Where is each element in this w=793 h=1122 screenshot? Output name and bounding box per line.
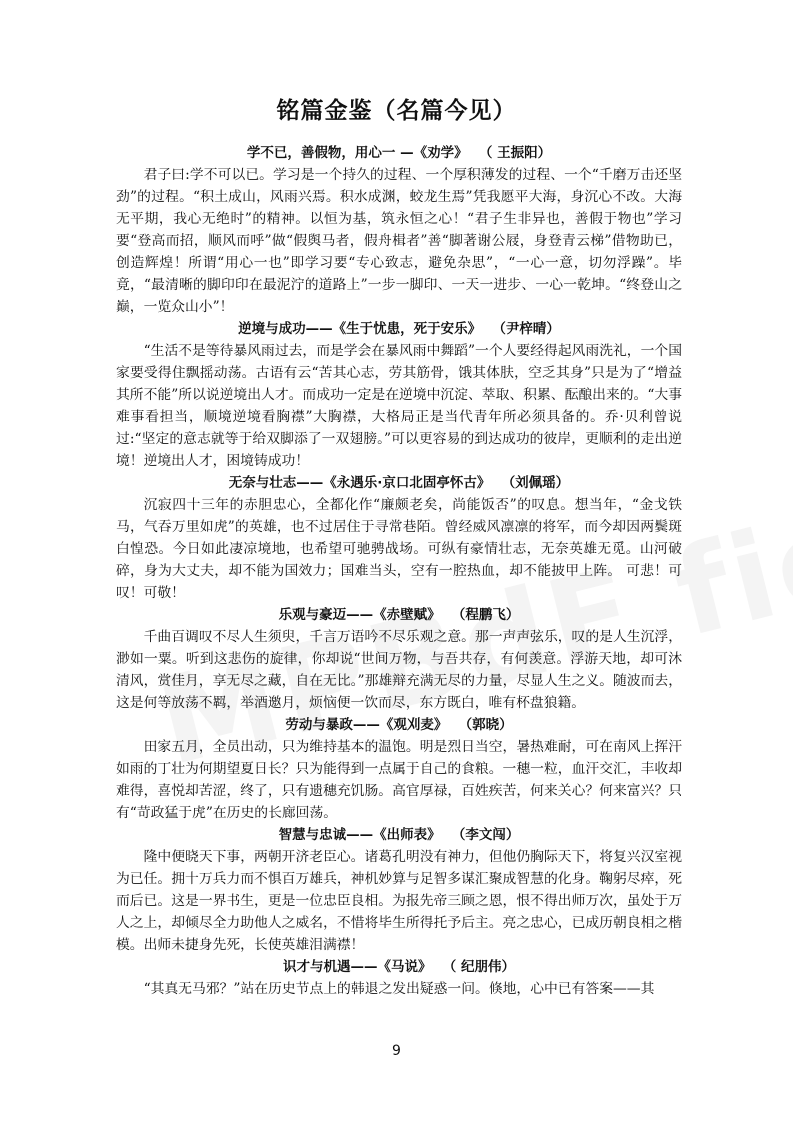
essay-title: 乐观与豪迈——《赤壁赋》 [278,607,441,623]
essay-list [116,142,682,1000]
essay-chushibiao [116,824,682,956]
essay-body: “其真无马邪？”站在历史节点上的韩退之发出疑惑一问。倏地，心中已有答案——其 [143,981,655,997]
page-title: 铭篇金鉴（名篇今见） [276,98,517,124]
essay-title: 无奈与壮志——《永遇乐·京口北固亭怀古》 [228,475,491,491]
essay-heading [116,604,682,626]
essay-author: （ 王振阳） [485,145,552,161]
essay-body: 千曲百调叹不尽人生须臾，千言万语吟不尽乐观之意。那一声声弦乐，叹的是人生沉浮，渺如一粟。听到这悲伤的旋律，你却说“世间万物，与吾共存，有何羡意。浮游天地，却可沐清风，赏佳月，享无尽之藏，自在无比。”那雄辩充满无尽的力量，尽显人生之义。随波而去，这是何等放荡不羁，举酒邀月，烦恼便一饮而尽，东方既白，唯有杯盘狼籍。 [116,629,682,711]
essay-heading [116,824,682,846]
essay-body: 田家五月，全员出动，只为维持基本的温饱。明是烈日当空，暑热难耐，可在南风上挥汗如雨的丁壮为何期望夏日长？只为能得到一点属于自己的食粮。一穗一粒，血汗交汇，丰收却难得，喜悦却苦涩，终了，只有遗穗充饥肠。高官厚禄，百姓疾苦，何来关心？何来富兴？只有“苛政猛于虎”在历史的长廊回荡。 [116,739,682,821]
essay-heading [116,142,682,164]
essay-title: 智慧与忠诚——《出师表》 [278,827,441,843]
essay-mashuo [116,956,682,1000]
essay-guanyimai [116,714,682,824]
essay-title: 识才与机遇——《马说》 [283,959,432,975]
essay-heading [116,472,682,494]
essay-author: （郭晓） [465,717,513,733]
essay-chibifu [116,604,682,714]
essay-body: “生活不是等待暴风雨过去，而是学会在暴风雨中舞蹈”一个人要经得起风雨洗礼，一个国家要受得住飘摇动荡。古语有云“苦其心志，劳其筋骨，饿其体肤，空乏其身”只是为了“增益其所不能”所以说逆境出人才。而成功一定是在逆境中沉淀、萃取、积累、酝酿出来的。“大事难事看担当，顺境逆境看胸襟”大胸襟，大格局正是当代青年所必须具备的。乔·贝利曾说过:“坚定的意志就等于给双脚添了一双翅膀。”可以更容易的到达成功的彼岸，更顺利的走出逆境！逆境出人才，困境铸成功！ [116,343,682,469]
essay-body: 隆中便晓天下事，两朝开济老臣心。诸葛孔明没有神力，但他仍胸际天下，将复兴汉室视为已任。拥十万兵力而不惧百万雄兵，神机妙算与足智多谋汇聚成智慧的化身。鞠躬尽瘁，死而后已。这是一界书生，更是一位忠臣良相。为报先帝三顾之恩，恨不得出师万次，虽处于万人之上，却倾尽全力助他人之威名，不惜将毕生所得托予后主。亮之忠心，已成历朝良相之楷模。出师未捷身先死，长使英雄泪满襟！ [116,849,682,953]
essay-author: （ 纪朋伟） [449,959,515,975]
essay-title: 学不已，善假物，用心一 —《劝学》 [246,145,468,161]
essay-author: （尹梓晴） [499,321,560,337]
essay-body: 君子曰:学不可以已。学习是一个持久的过程、一个厚积薄发的过程、一个“千磨万击还坚劲”的过程。“积土成山，风雨兴焉。积水成渊，蛟龙生焉”凭我愿平大海，身沉心不改。大海无平期，我心无绝时”的精神。以恒为基，筑永恒之心！“君子生非异也，善假于物也”学习要“登高而招，顺风而呼”做“假舆马者，假舟楫者”善“脚著谢公屐，身登青云梯”借物助已，创造辉煌！所谓“用心一也”即学习要“专心致志，避免杂思”，“一心一意，切勿浮躁”。毕竟，“最清晰的脚印印在最泥泞的道路上”一步一脚印、一天一进步、一心一乾坤。“终登山之巅，一览众山小”！ [116,167,682,315]
essay-author: （刘佩瑶） [508,475,570,491]
page-number: 9 [392,1043,401,1059]
essay-body: 沉寂四十三年的赤胆忠心，全都化作“廉颇老矣，尚能饭否”的叹息。想当年，“金戈铁马，气吞万里如虎”的英雄，也不过居住于寻常巷陌。曾经威风凛凛的将军，而今却因两鬓斑白惶恐。今日如此凄凉境地，也希望可驰骋战场。可纵有豪情壮志，无奈英雄无觅。山河破碎，身为大丈夫，却不能为国效力；国难当头，空有一腔热血，却不能披甲上阵。 可悲！可叹！可敬！ [116,497,682,601]
essay-title: 劳动与暴政——《观刈麦》 [285,717,448,733]
essay-author: （李文闯） [458,827,520,843]
essay-heading [116,714,682,736]
essay-heading [116,956,682,978]
essay-author: （程鹏飞） [458,607,520,623]
essay-shengyu-youhuan [116,318,682,472]
essay-yongyule [116,472,682,604]
essay-quanxue [116,142,682,318]
essay-heading [116,318,682,340]
essay-title: 逆境与成功——《生于忧患，死于安乐》 [238,321,482,337]
